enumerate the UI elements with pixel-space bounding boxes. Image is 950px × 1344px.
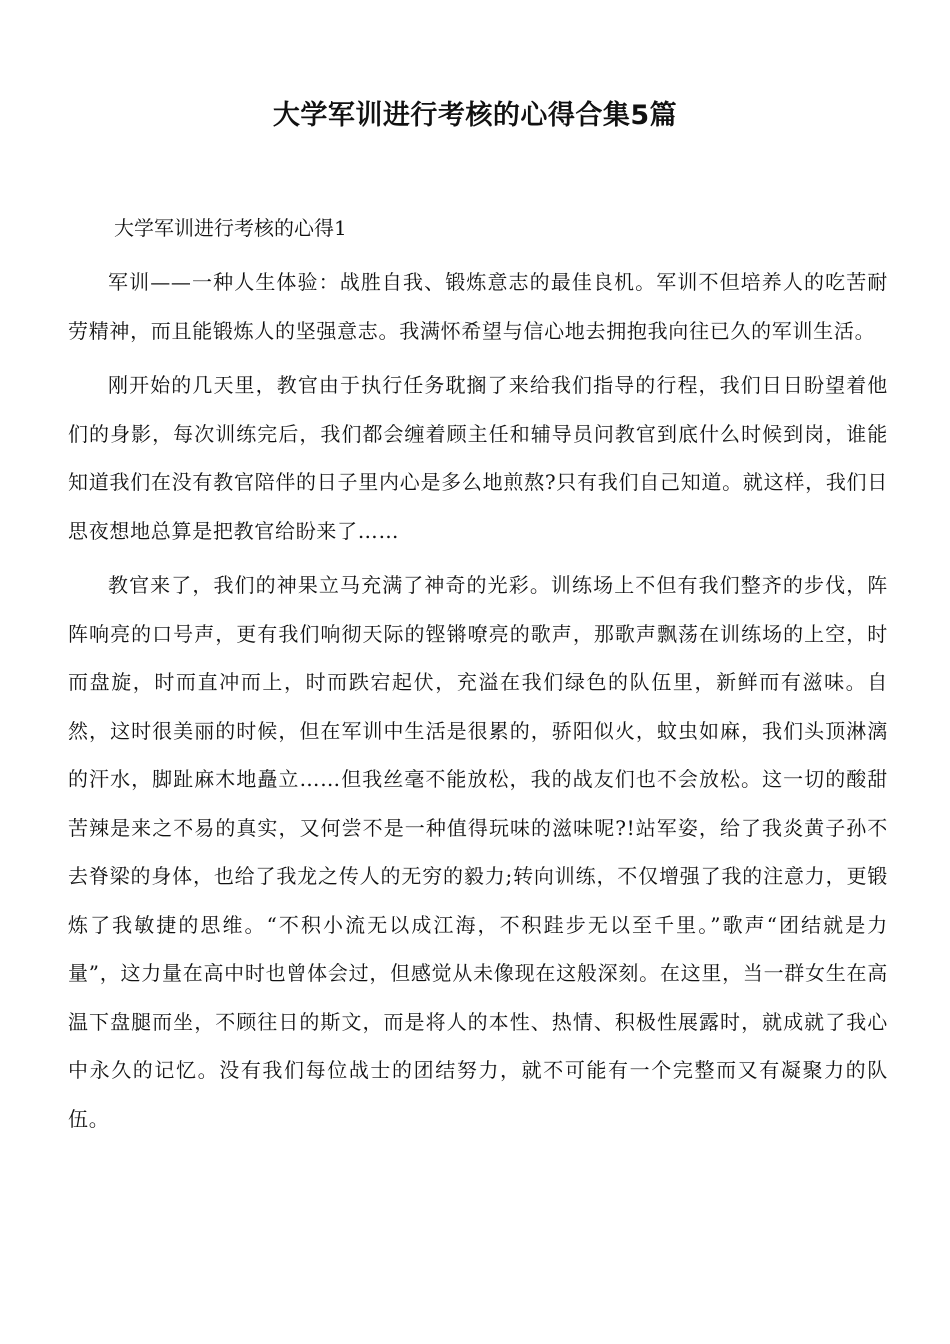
paragraph: 军训——一种人生体验：战胜自我、锻炼意志的最佳良机。军训不但培养人的吃苦耐劳精神，而且能锻炼人的坚强意志。我满怀希望与信心地去拥抱我向往已久的军训生活。 <box>68 270 888 343</box>
section-heading: 大学军训进行考核的心得1 <box>114 216 347 240</box>
paragraph: 教官来了，我们的神果立马充满了神奇的光彩。训练场上不但有我们整齐的步伐，阵阵响亮的口号声，更有我们响彻天际的铿锵嘹亮的歌声，那歌声飘荡在训练场的上空，时而盘旋，时而直冲而上，时而跌宕起伏，充溢在我们绿色的队伍里，新鲜而有滋味。自然，这时很美丽的时候，但在军训中生活是很累的，骄阳似火，蚊虫如麻，我们头顶淋漓的汗水，脚趾麻木地矗立……但我丝毫不能放松，我的战友们也不会放松。这一切的酸甜苦辣是来之不易的真实，又何尝不是一种值得玩味的滋味呢?!站军姿，给了我炎黄子孙不去脊梁的身体，也给了我龙之传人的无穷的毅力;转向训练，不仅增强了我的注意力，更锻炼了我敏捷的思维。“不积小流无以成江海，不积跬步无以至千里。”歌声“团结就是力量”，这力量在高中时也曾体会过，但感觉从未像现在这般深刻。在这里，当一群女生在高温下盘腿而坐，不顾往日的斯文，而是将人的本性、热情、积极性展露时，就成就了我心中永久的记忆。没有我们每位战士的团结努力，就不可能有一个完整而又有凝聚力的队伍。 <box>68 573 888 1131</box>
paragraph: 刚开始的几天里，教官由于执行任务耽搁了来给我们指导的行程，我们日日盼望着他们的身影，每次训练完后，我们都会缠着顾主任和辅导员问教官到底什么时候到岗，谁能知道我们在没有教官陪伴的日子里内心是多么地煎熬?只有我们自己知道。就这样，我们日思夜想地总算是把教官给盼来了…… <box>68 373 888 543</box>
document-title: 大学军训进行考核的心得合集5篇 <box>272 100 678 131</box>
body-text <box>68 258 888 1149</box>
